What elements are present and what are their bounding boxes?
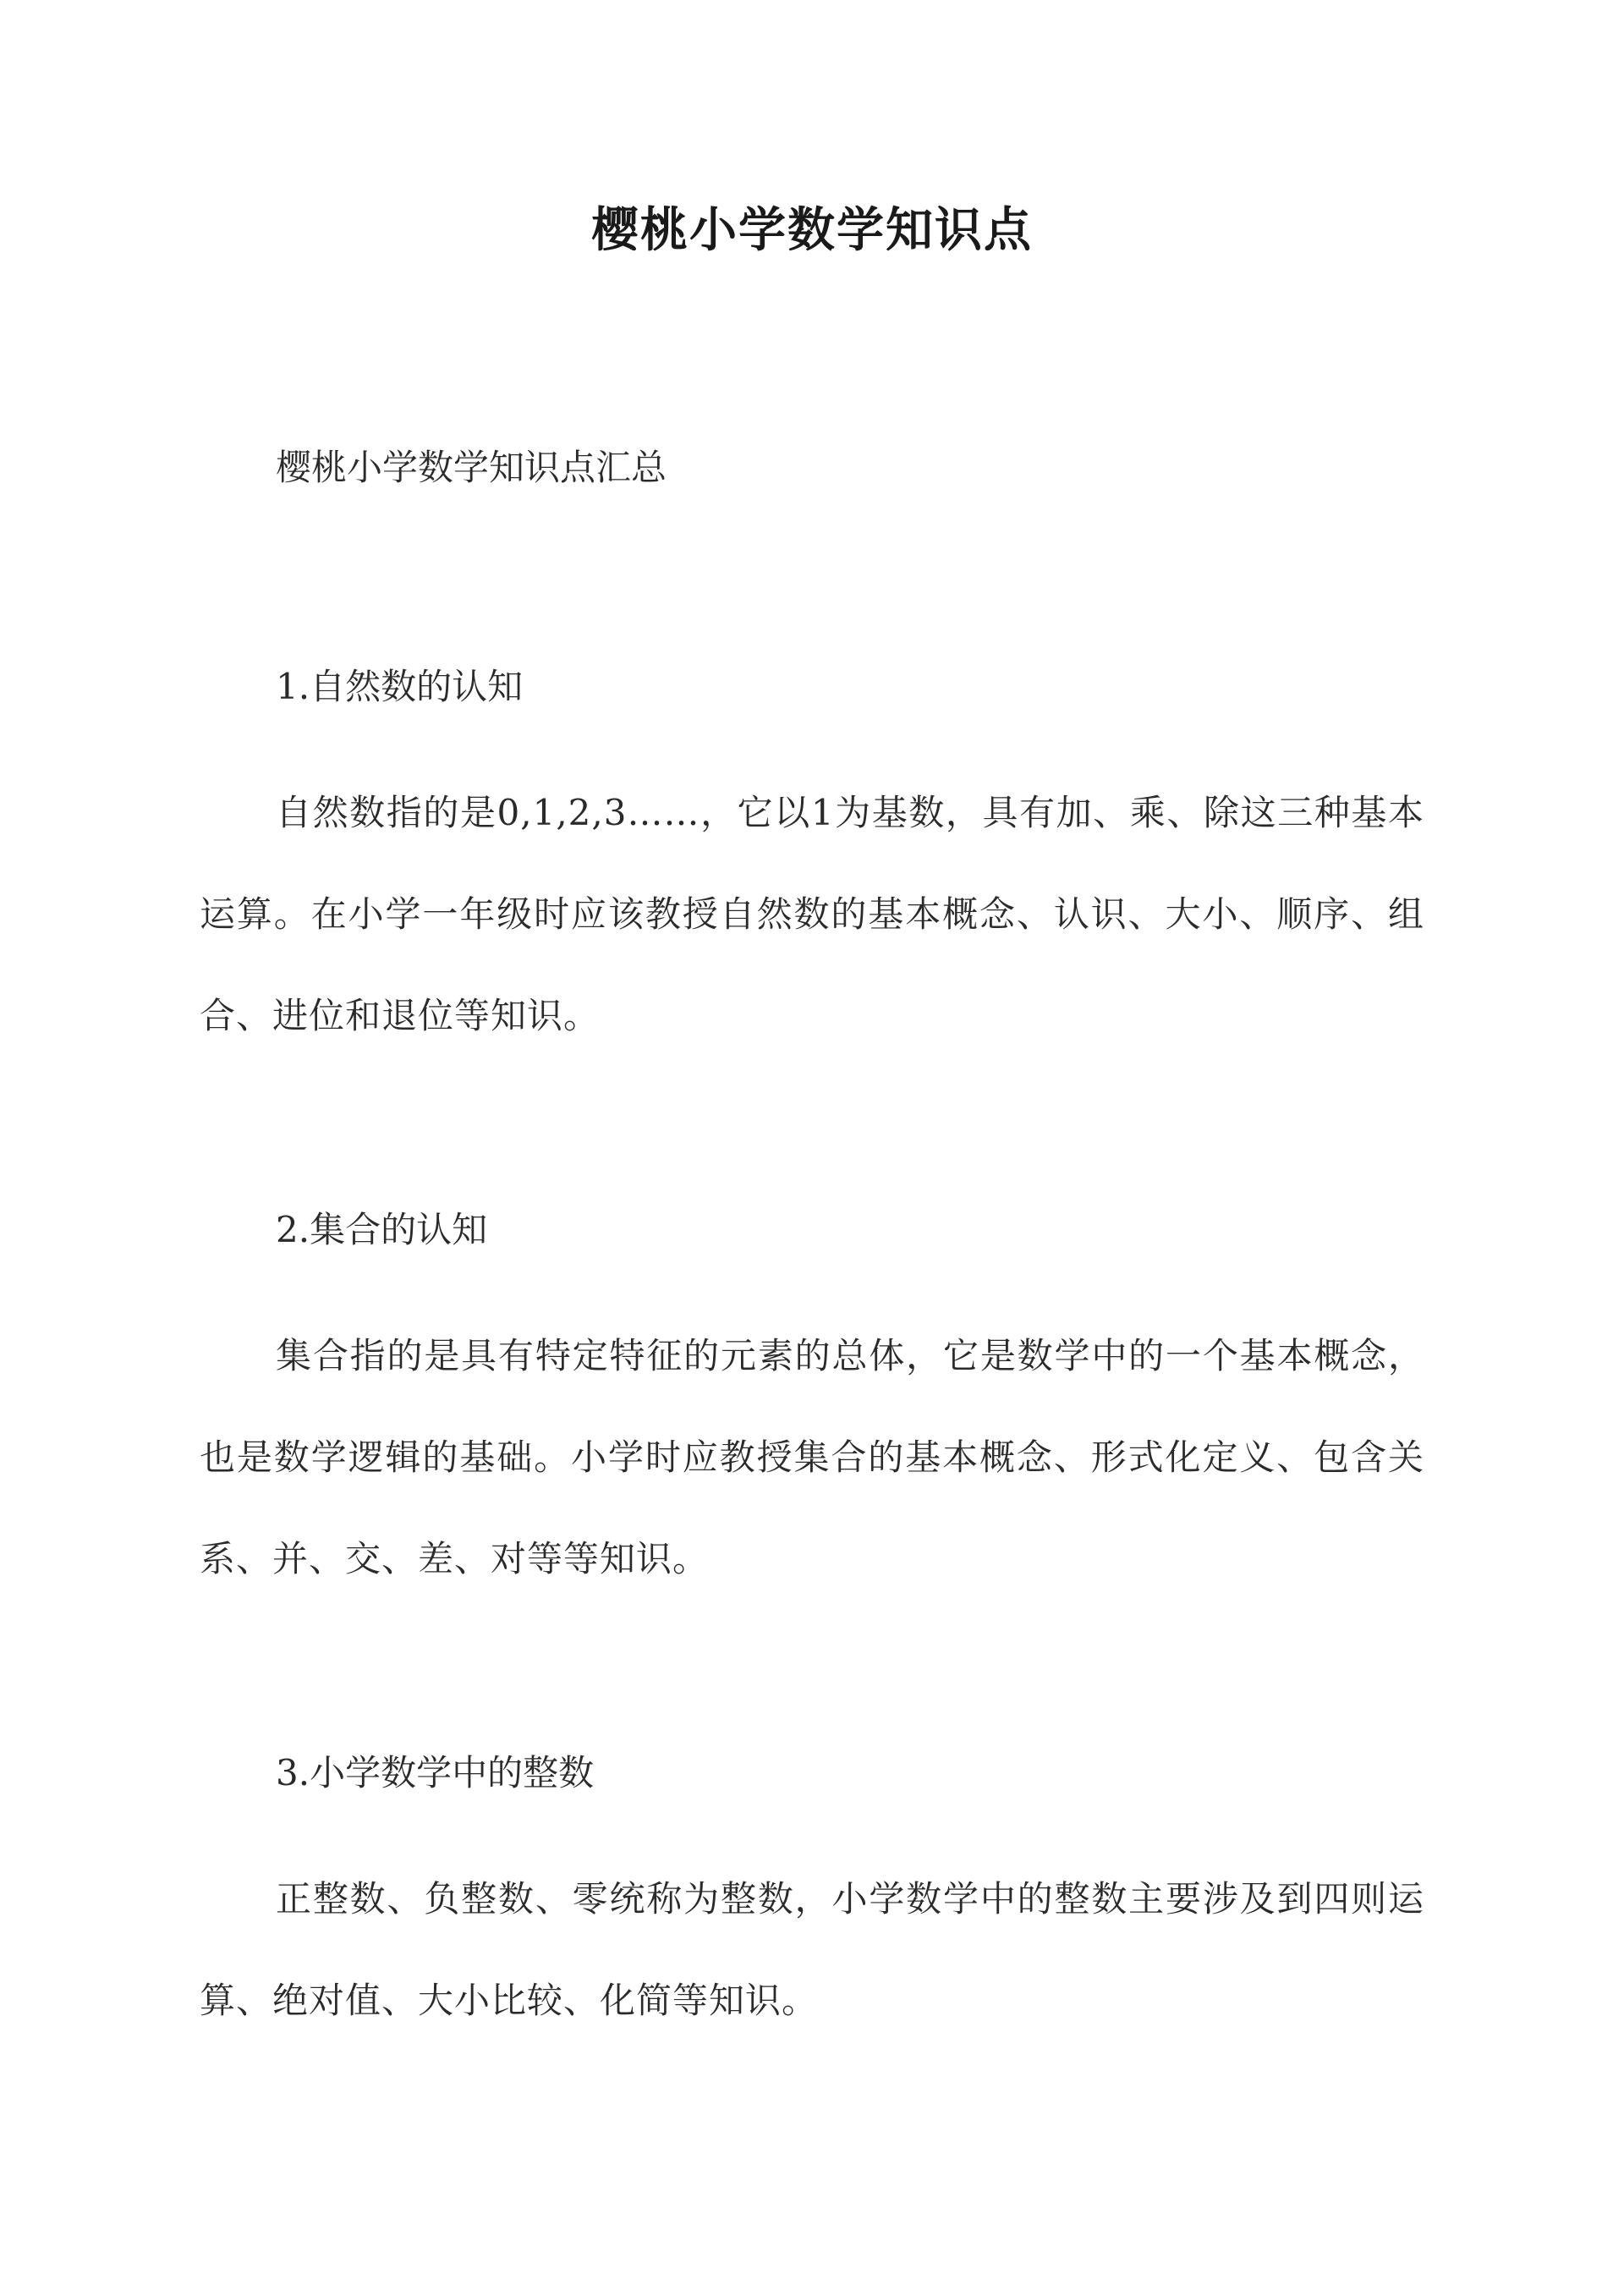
section-2-heading: 2.集合的认知: [276, 1209, 488, 1250]
section-3-body: 正整数、负整数、零统称为整数，小学数学中的整数主要涉及到四则运算、绝对值、大小比较、化简等知识。: [200, 1878, 1424, 2021]
section-1-heading: 1.自然数的认知: [276, 666, 524, 707]
section-3-heading: 3.小学数学中的整数: [276, 1752, 595, 1793]
document-subtitle: 樱桃小学数学知识点汇总: [276, 447, 667, 488]
page-title: 樱桃小学数学知识点: [591, 202, 1033, 258]
section-1-body: 自然数指的是0,1,2,3……，它以1为基数，具有加、乘、除这三种基本运算。在小学一年级时应该教授自然数的基本概念、认识、大小、顺序、组合、进位和退位等知识。: [200, 792, 1424, 1036]
section-2-body: 集合指的是具有特定特征的元素的总体，它是数学中的一个基本概念，也是数学逻辑的基础。小学时应教授集合的基本概念、形式化定义、包含关系、并、交、差、对等等知识。: [200, 1335, 1424, 1579]
